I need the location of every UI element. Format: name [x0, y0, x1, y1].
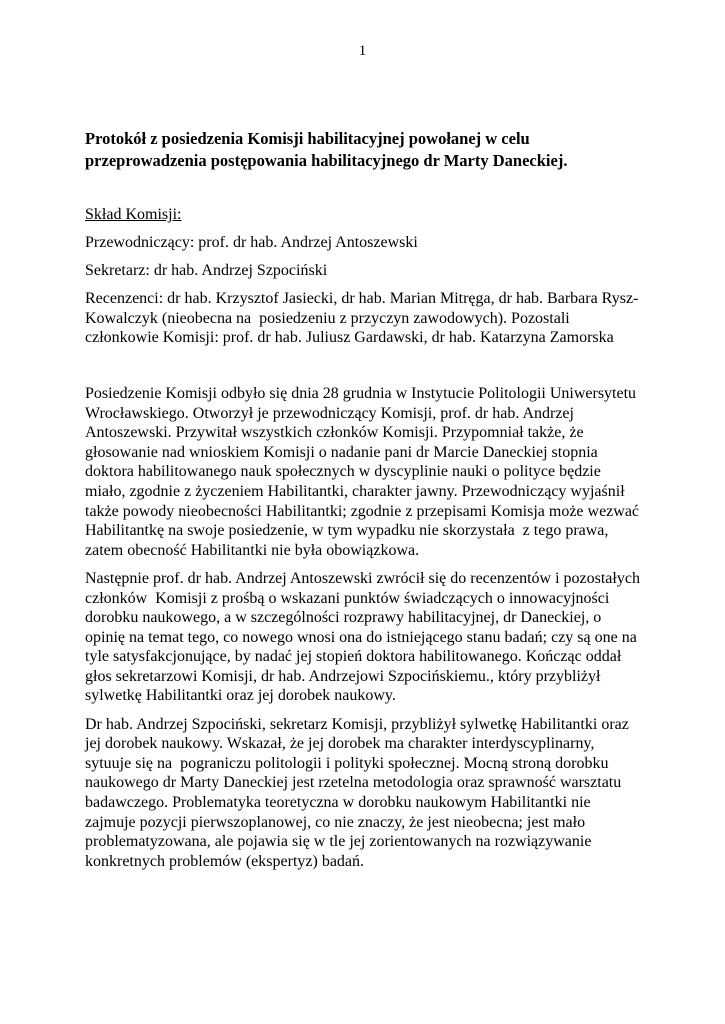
minutes-paragraph-opening: Posiedzenie Komisji odbyło się dnia 28 grudnia w Instytucie Politologii Uniwersytetu Wrocławskiego. Otworzył je przewodniczący Komisji, prof. dr hab. Andrzej Antoszewski. Przywitał wszystkich członków Komisji. Przypomniał także, że głosowanie nad wnioskiem Komisji o nadanie pani dr Marcie Daneckiej stopnia doktora habilitowanego nauk społecznych w dyscyplinie nauki o polityce będzie miało, zgodnie z życzeniem Habilitantki, charakter jawny. Przewodniczący wyjaśnił także powody nieobecności Habilitantki; zgodnie z przepisami Komisja może wezwać Habilitantkę na swoje posiedzenie, w tym wypadku nie skorzystała z tego prawa, zatem obecność Habilitantki nie była obowiązkowa. — [85, 385, 644, 559]
page-number: 1 — [358, 43, 367, 59]
minutes-paragraph-secretary-presentation: Dr hab. Andrzej Szpociński, sekretarz Komisji, przybliżył sylwetkę Habilitantki oraz jej dorobek naukowy. Wskazał, że jej dorobek ma charakter interdyscyplinarny, sytuuje się na pograniczu politologii i polityki społecznej. Mocną stroną dorobku naukowego dr Marty Daneckiej jest rzetelna metodologia oraz sprawność warsztatu badawczego. Problematyka teoretyczna w dorobku naukowym Habilitantki nie zajmuje pozycji pierwszoplanowej, co nie znaczy, że jest nieobecna; jest mało problematyzowana, ale pojawia się w tle jej zorientowanych na rozwiązywanie konkretnych problemów (ekspertyz) badań. — [85, 715, 633, 870]
committee-composition-heading: Skład Komisji: — [85, 206, 182, 223]
document-title: Protokół z posiedzenia Komisji habilitacyjnej powołanej w celu przeprowadzenia postępowania habilitacyjnego dr Marty Daneckiej. — [85, 129, 568, 170]
committee-chair-line: Przewodniczący: prof. dr hab. Andrzej Antoszewski — [85, 234, 418, 252]
committee-secretary-line: Sekretarz: dr hab. Andrzej Szpociński — [85, 262, 328, 280]
minutes-paragraph-chair-request: Następnie prof. dr hab. Andrzej Antoszewski zwrócił się do recenzentów i pozostałych członków Komisji z prośbą o wskazani punktów świadczących o innowacyjności dorobku naukowego, a w szczególności rozprawy habilitacyjnej, dr Daneckiej, o opinię na temat tego, co nowego wnosi ona do istniejącego stanu badań; czy są one na tyle satysfakcjonujące, by nadać jej stopień doktora habilitowanego. Kończąc oddał głos sekretarzowi Komisji, dr hab. Andrzejowi Szpocińskiemu., który przybliżył sylwetkę Habilitantki oraz jej dorobek naukowy. — [85, 569, 645, 705]
committee-reviewers-line: Recenzenci: dr hab. Krzysztof Jasiecki, dr hab. Marian Mitręga, dr hab. Barbara Rysz-Kowalczyk (nieobecna na posiedzeniu z przyczyn zawodowych). Pozostali członkowie Komisji: prof. dr hab. Juliusz Gardawski, dr hab. Katarzyna Zamorska — [85, 290, 639, 347]
